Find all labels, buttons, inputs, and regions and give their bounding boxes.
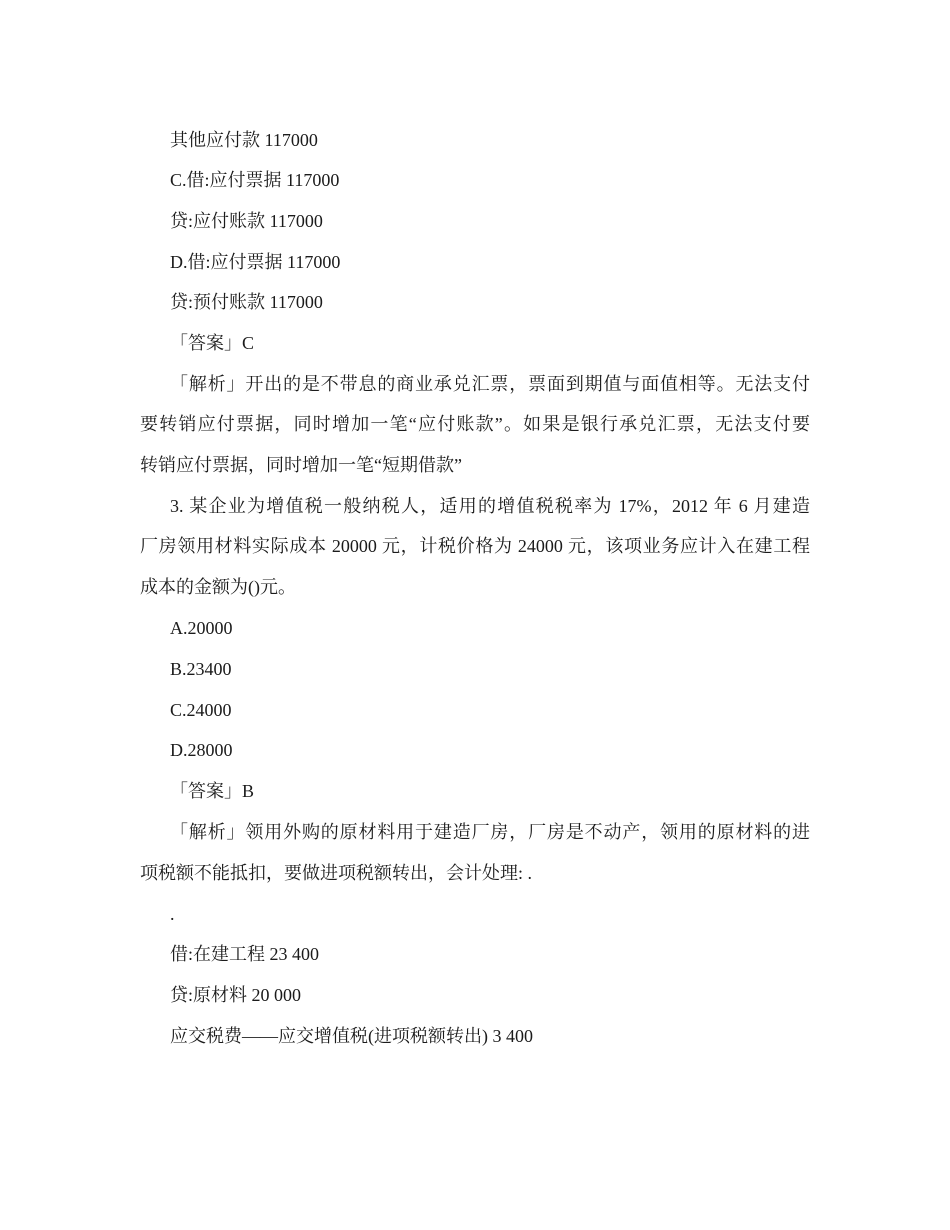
- option-b-continuation: 其他应付款 117000: [170, 130, 318, 150]
- answer-label: 「答案」C: [170, 333, 255, 353]
- question-stem-line: 3. 某企业为增值税一般纳税人，适用的增值税税率为 17%，2012 年 6 月建造: [170, 496, 810, 516]
- option-d-credit: 贷:预付账款 117000: [170, 292, 323, 312]
- journal-entry-credit: 贷:原材料 20 000: [170, 985, 302, 1005]
- question-stem-line: 厂房领用材料实际成本 20000 元，计税价格为 24000 元，该项业务应计入在建工程: [140, 536, 810, 556]
- entry-marker: .: [170, 904, 175, 924]
- answer-label: 「答案」B: [170, 781, 255, 801]
- option-d-debit: D.借:应付票据 117000: [170, 252, 341, 272]
- analysis-line: 转销应付票据，同时增加一笔“短期借款”: [140, 455, 462, 475]
- journal-entry-credit: 应交税费——应交增值税(进项税额转出) 3 400: [170, 1026, 533, 1046]
- analysis-line: 要转销应付票据，同时增加一笔“应付账款”。如果是银行承兑汇票，无法支付要: [140, 414, 810, 434]
- journal-entry-debit: 借:在建工程 23 400: [170, 944, 320, 964]
- option-b: B.23400: [170, 659, 232, 679]
- analysis-line: 「解析」开出的是不带息的商业承兑汇票，票面到期值与面值相等。无法支付: [170, 374, 810, 394]
- option-d: D.28000: [170, 740, 233, 760]
- analysis-line: 「解析」领用外购的原材料用于建造厂房，厂房是不动产，领用的原材料的进: [170, 822, 810, 842]
- question-stem-line: 成本的金额为()元。: [140, 577, 296, 597]
- analysis-line: 项税额不能抵扣，要做进项税额转出，会计处理: .: [140, 863, 532, 883]
- option-c: C.24000: [170, 700, 232, 720]
- option-a: A.20000: [170, 618, 233, 638]
- option-c-credit: 贷:应付账款 117000: [170, 211, 323, 231]
- option-c-debit: C.借:应付票据 117000: [170, 170, 340, 190]
